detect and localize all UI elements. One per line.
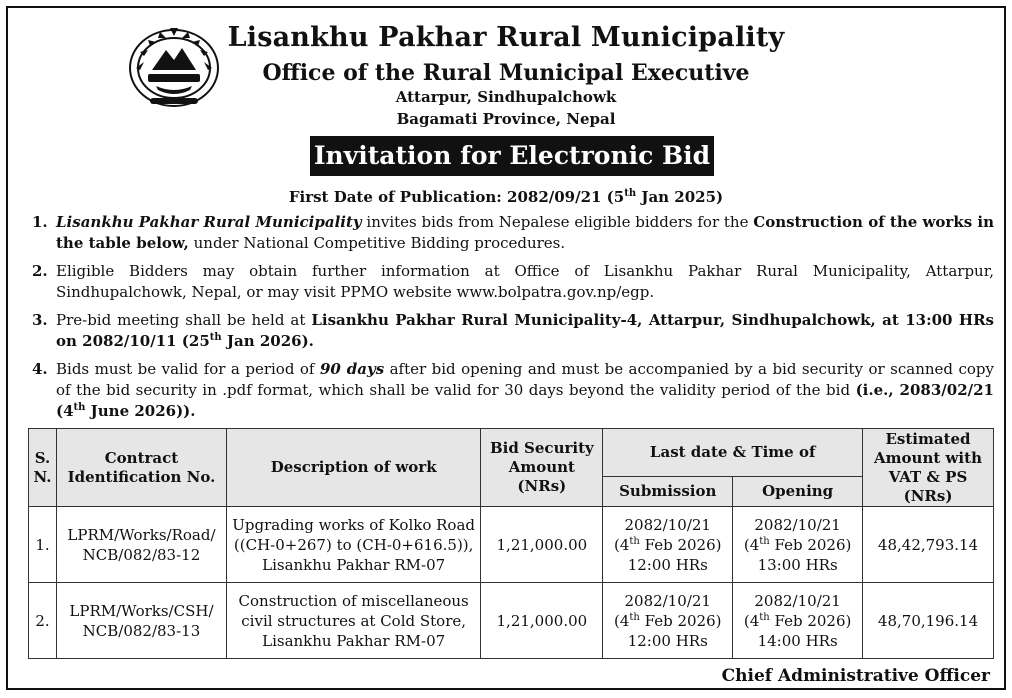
row-bid-security: 1,21,000.00 bbox=[481, 583, 603, 659]
header-sn: S. N. bbox=[29, 429, 57, 507]
header-description: Description of work bbox=[226, 429, 480, 507]
row-sn: 1. bbox=[29, 507, 57, 583]
clause-3: 3. Pre-bid meeting shall be held at Lisankhu Pakhar Rural Municipality-4, Attarpur, Sindhupalchowk, at 13:00 HRs on 2082/10/11 (25th Jan 2026). bbox=[32, 311, 994, 350]
row-opening: 2082/10/21 (4th Feb 2026) 14:00 HRs bbox=[733, 583, 863, 659]
header-submission: Submission bbox=[603, 477, 733, 507]
header-bid-security: Bid Security Amount (NRs) bbox=[481, 429, 603, 507]
office-name: Office of the Rural Municipal Executive bbox=[262, 60, 750, 86]
row-submission: 2082/10/21 (4th Feb 2026) 12:00 HRs bbox=[603, 583, 733, 659]
row-contract-id: LPRM/Works/CSH/ NCB/082/83-13 bbox=[56, 583, 226, 659]
publication-date: First Date of Publication: 2082/09/21 (5th Jan 2025) bbox=[288, 188, 724, 206]
clause-4: 4. Bids must be valid for a period of 90 days after bid opening and must be accompanied by a bid security or scanned copy of the bid security in .pdf format, which shall be valid for 30 days beyond the validity period of the bid (i.e., 2083/02/21 (4th June 2026)). bbox=[32, 360, 995, 420]
clause-list bbox=[22, 212, 994, 429]
row-opening: 2082/10/21 (4th Feb 2026) 13:00 HRs bbox=[733, 507, 863, 583]
bid-table bbox=[28, 428, 994, 659]
header-estimated-amount: Estimated Amount with VAT & PS (NRs) bbox=[863, 429, 994, 507]
row-description: Construction of miscellaneous civil structures at Cold Store, Lisankhu Pakhar RM-07 bbox=[226, 583, 480, 659]
notice-page bbox=[6, 6, 1006, 690]
row-estimated-amount: 48,70,196.14 bbox=[863, 583, 994, 659]
header-last-date: Last date & Time of bbox=[603, 429, 863, 477]
address-line-1: Attarpur, Sindhupalchowk bbox=[395, 88, 617, 106]
clause-2: 2. Eligible Bidders may obtain further information at Office of Lisankhu Pakhar Rural Municipality, Attarpur, Sindhupalchowk, Nepal, or may visit PPMO website www.bolpatra.gov.np/egp. bbox=[32, 262, 994, 301]
row-sn: 2. bbox=[29, 583, 57, 659]
notice-title: Invitation for Electronic Bid bbox=[310, 136, 714, 176]
header-opening: Opening bbox=[733, 477, 863, 507]
row-contract-id: LPRM/Works/Road/ NCB/082/83-12 bbox=[56, 507, 226, 583]
clause-1: 1. Lisankhu Pakhar Rural Municipality invites bids from Nepalese eligible bidders for the Construction of the works in the table below, under National Competitive Bidding procedures. bbox=[32, 213, 994, 252]
table-row bbox=[29, 583, 994, 659]
table-row bbox=[29, 507, 994, 583]
row-description: Upgrading works of Kolko Road ((CH-0+267) to (CH-0+616.5)), Lisankhu Pakhar RM-07 bbox=[226, 507, 480, 583]
header-contract-id: Contract Identification No. bbox=[56, 429, 226, 507]
row-bid-security: 1,21,000.00 bbox=[481, 507, 603, 583]
municipality-name: Lisankhu Pakhar Rural Municipality bbox=[227, 22, 785, 53]
row-submission: 2082/10/21 (4th Feb 2026) 12:00 HRs bbox=[603, 507, 733, 583]
address-line-2: Bagamati Province, Nepal bbox=[396, 110, 616, 128]
row-estimated-amount: 48,42,793.14 bbox=[863, 507, 994, 583]
signature-title: Chief Administrative Officer bbox=[721, 666, 990, 686]
